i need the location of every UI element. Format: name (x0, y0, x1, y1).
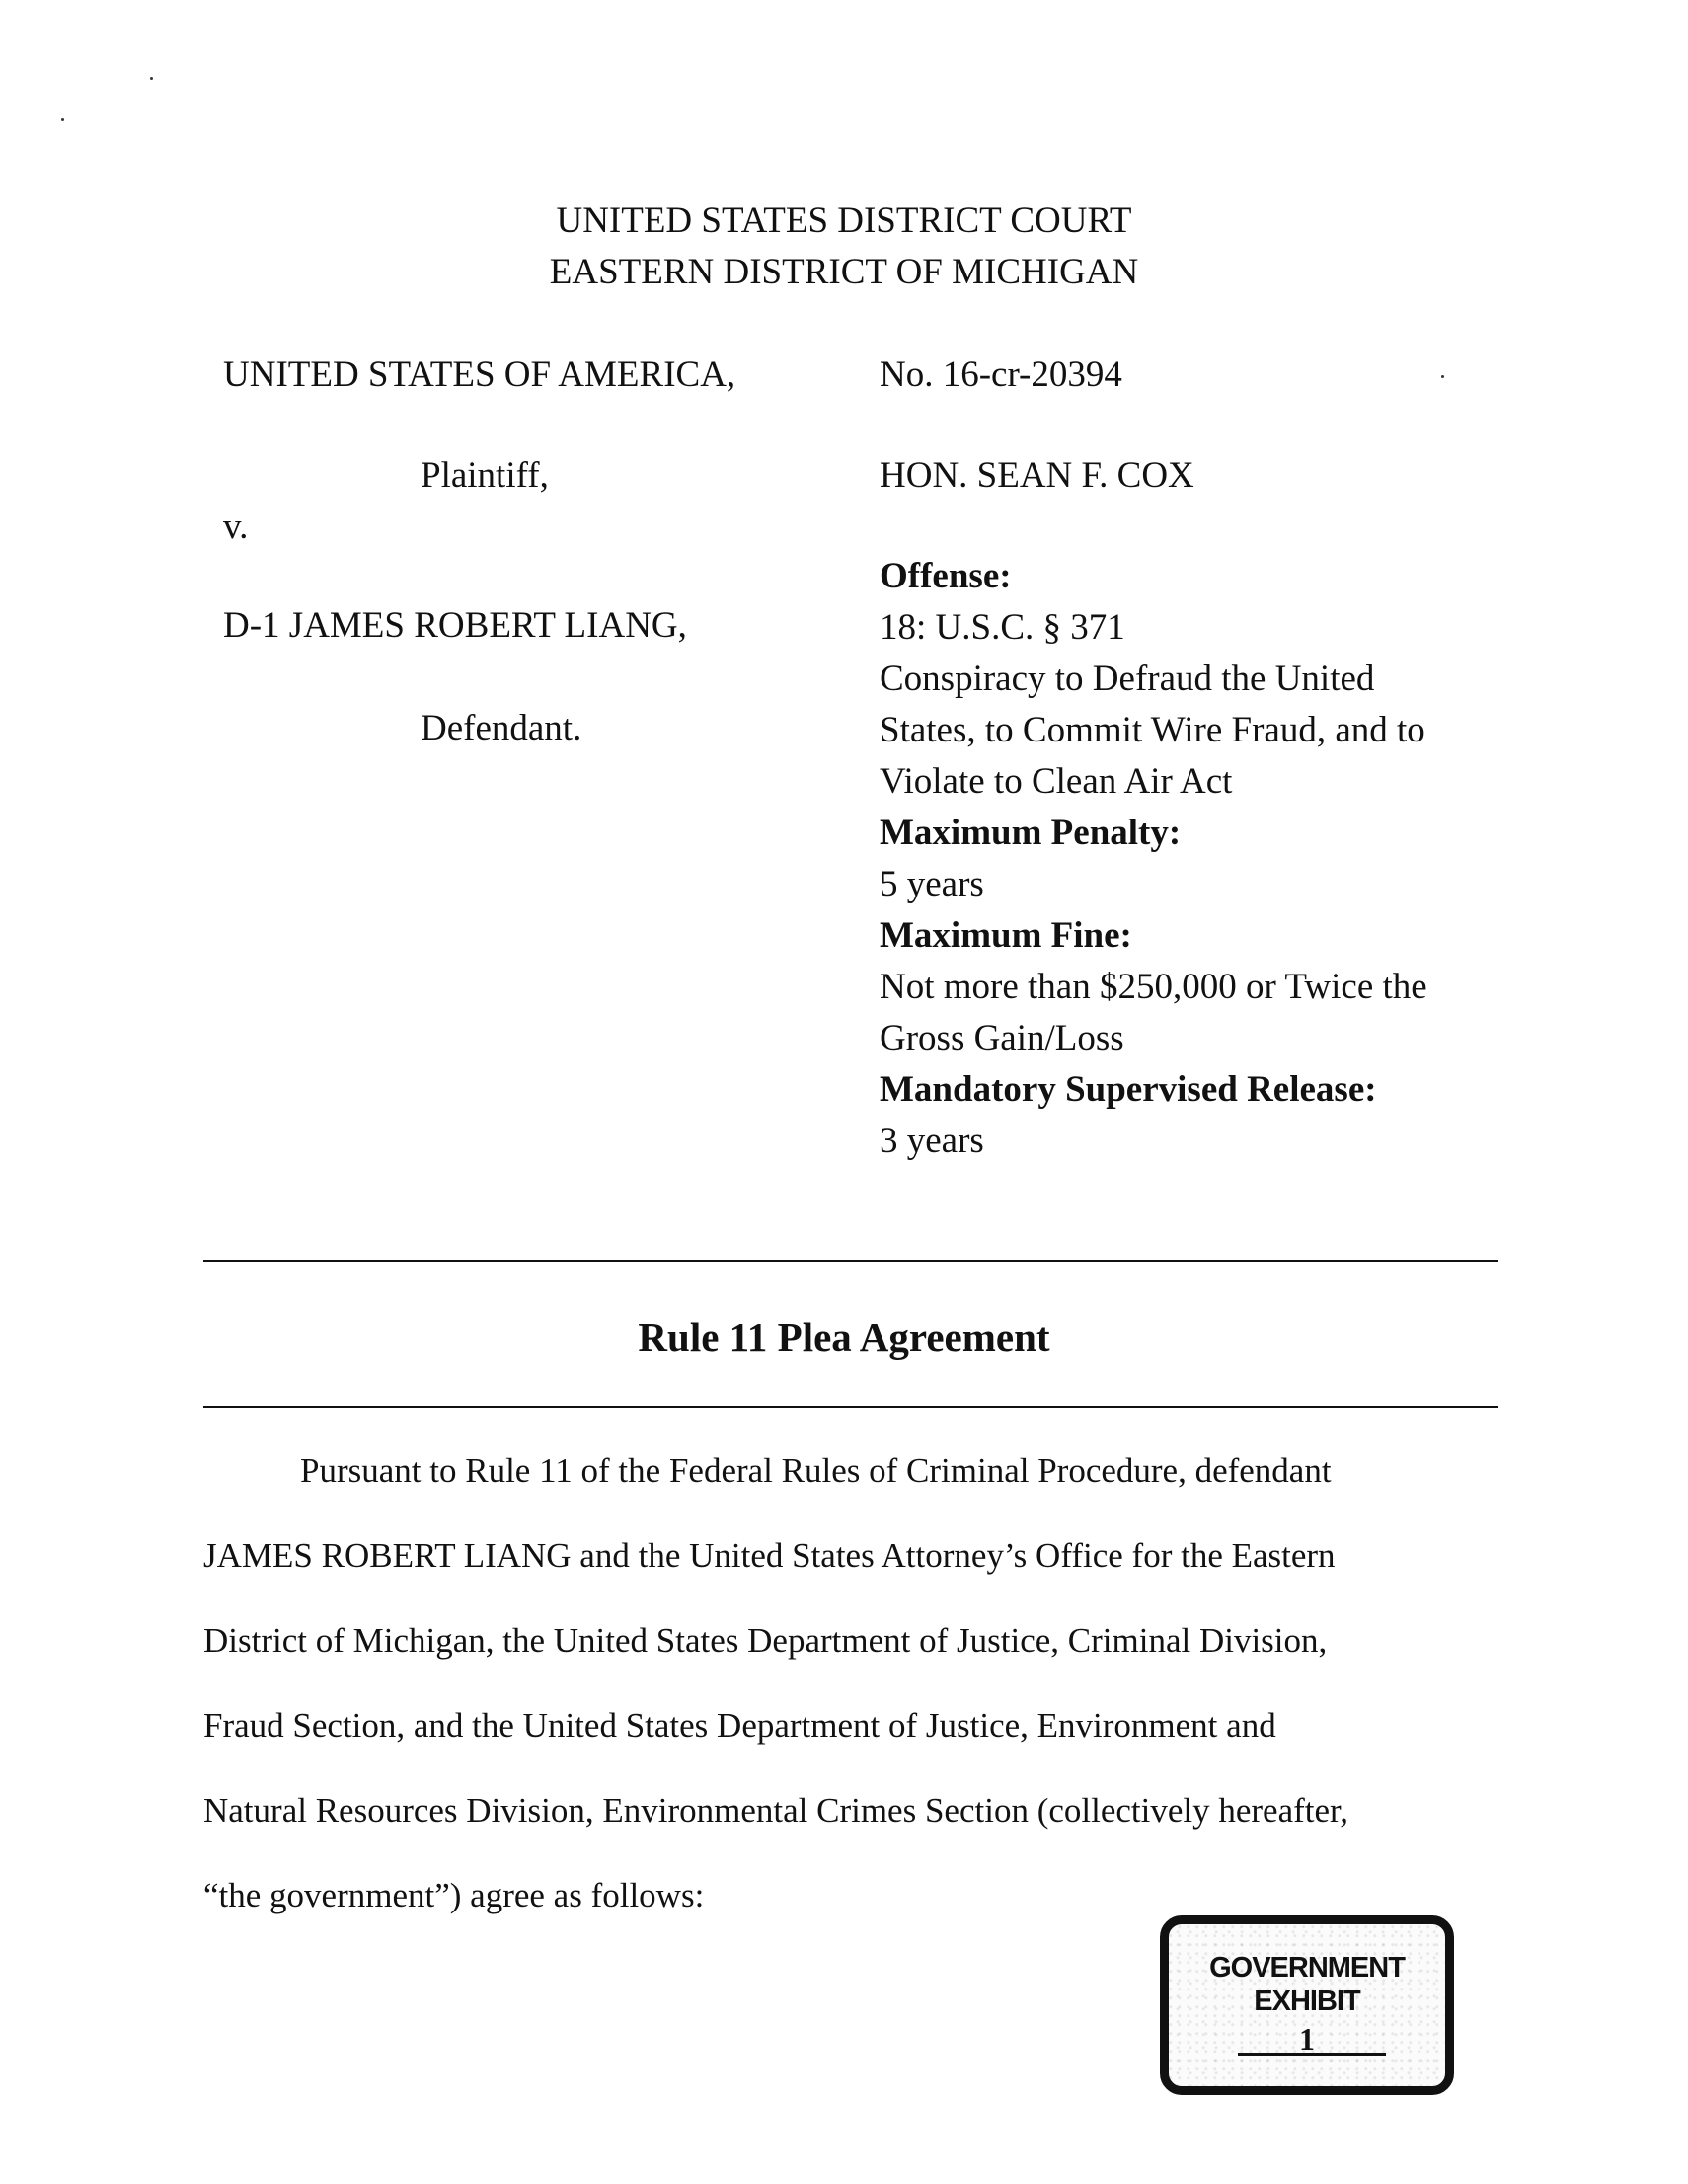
case-number: No. 16-cr-20394 (880, 354, 1122, 395)
stamp-line-1: GOVERNMENT (1209, 1952, 1405, 1984)
max-fine-value-line: Not more than $250,000 or Twice the (880, 967, 1427, 1007)
judge-name: HON. SEAN F. COX (880, 455, 1194, 496)
court-header (0, 195, 1688, 298)
offense-block (880, 551, 1472, 1167)
body-line: District of Michigan, the United States Department of Justice, Criminal Division, (203, 1621, 1328, 1660)
max-penalty-label: Maximum Penalty: (880, 813, 1182, 853)
max-fine-label: Maximum Fine: (880, 915, 1132, 956)
release-label: Mandatory Supervised Release: (880, 1069, 1377, 1110)
offense-statute: 18: U.S.C. § 371 (880, 607, 1125, 648)
scan-speck (150, 77, 153, 80)
divider-top (203, 1260, 1498, 1262)
max-penalty-value: 5 years (880, 864, 984, 904)
stamp-underline (1238, 2053, 1386, 2056)
divider-bottom (203, 1406, 1498, 1408)
body-line: “the government”) agree as follows: (203, 1876, 705, 1914)
scan-speck (1441, 375, 1444, 378)
max-fine-value-line: Gross Gain/Loss (880, 1018, 1124, 1058)
body-line: Fraud Section, and the United States Department of Justice, Environment and (203, 1706, 1276, 1745)
release-value: 3 years (880, 1121, 984, 1161)
defendant-role: Defendant. (421, 708, 582, 748)
stamp-exhibit-number: 1 (1299, 2021, 1315, 2057)
offense-description-line: Violate to Clean Air Act (880, 761, 1233, 802)
offense-description-line: Conspiracy to Defraud the United (880, 659, 1375, 699)
defendant-name: D-1 JAMES ROBERT LIANG, (223, 605, 687, 646)
stamp-line-2: EXHIBIT (1254, 1986, 1360, 2017)
court-district: EASTERN DISTRICT OF MICHIGAN (549, 252, 1139, 292)
plaintiff-role: Plaintiff, (421, 455, 549, 496)
body-line: JAMES ROBERT LIANG and the United States Attorney’s Office for the Eastern (203, 1536, 1336, 1575)
court-name: UNITED STATES DISTRICT COURT (556, 200, 1132, 241)
plaintiff-name: UNITED STATES OF AMERICA, (223, 354, 736, 395)
offense-label: Offense: (880, 556, 1012, 596)
versus-label: v. (223, 507, 249, 547)
body-line: Natural Resources Division, Environmental Crimes Section (collectively hereafter, (203, 1791, 1349, 1830)
document-title: Rule 11 Plea Agreement (638, 1314, 1050, 1360)
scan-speck (61, 118, 64, 121)
government-exhibit-stamp (1160, 1915, 1454, 2095)
offense-description-line: States, to Commit Wire Fraud, and to (880, 710, 1425, 750)
body-line: Pursuant to Rule 11 of the Federal Rules of Criminal Procedure, defendant (300, 1451, 1332, 1490)
